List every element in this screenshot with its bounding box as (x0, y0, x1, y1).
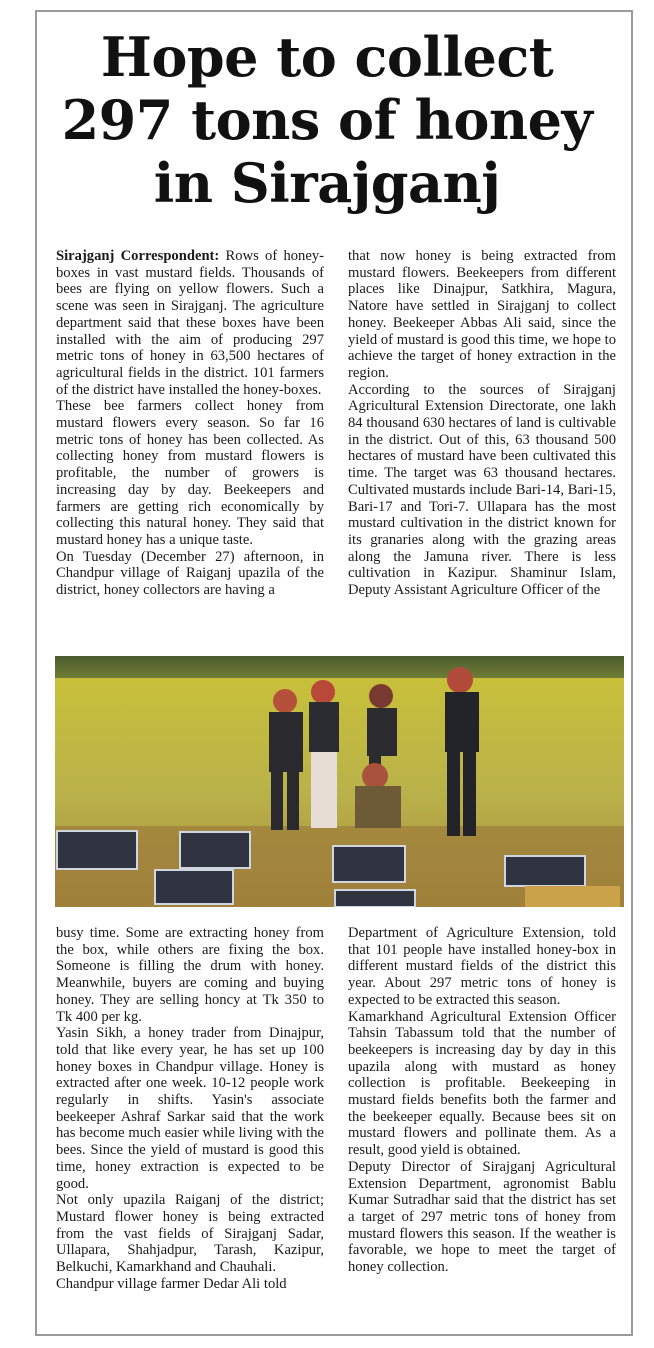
column-1-bottom (56, 925, 324, 1330)
byline: Sirajganj Correspondent: (56, 248, 220, 264)
column-2-bottom (348, 925, 616, 1330)
paragraph (56, 248, 324, 398)
paragraph: that now honey is being extracted from mustard flowers. Beekeepers from different places like Dinajpur, Satkhira, Magura, Natore have settled in Sirajganj to collect honey. Beekeeper Abbas Ali said, since the yield of mustard is good this time, we hope to achieve the target of honey extraction in the region. (348, 248, 616, 381)
headline-line-3: in Sirajganj (153, 151, 501, 215)
column-1-top (56, 248, 324, 643)
headline-line-2: 297 tons of honey (61, 88, 593, 152)
paragraph: Deputy Director of Sirajganj Agricultural Extension Department, agronomist Bablu Kumar Sutradhar said that the district has set a target of 297 metric tons of honey from mustard flowers this season. If the weather is favorable, we hope to meet the target of honey collection. (348, 1158, 616, 1276)
paragraph: According to the sources of Sirajganj Agricultural Extension Directorate, one lakh 84 thousand 630 hectares of land is cultivable in the district. Out of this, 63 thousand 500 hectares of mustard have been cultivated this time. The target was 63 thousand hectares. Cultivated mustards include Bari-14, Bari-15, Bari-17 and Tori-7. Ullapara has the most mustard cultivation in the district known for its granaries along with the grazing areas along the Jamuna river. There is less cultivation in Kazipur. Shaminur Islam, Deputy Assistant Agriculture Officer of the (348, 381, 616, 599)
article-photo (55, 656, 624, 907)
paragraph: Not only upazila Raiganj of the district; Mustard flower honey is being extracted from the vast fields of Sirajganj Sadar, Ullapara, Shahjadpur, Tarash, Kazipur, Belkuchi, Kamarkhand and Chauhali. (56, 1192, 324, 1276)
headline (0, 26, 654, 215)
column-2-top (348, 248, 616, 643)
beekeepers-field-photo (55, 656, 624, 907)
headline-line-1: Hope to collect (100, 25, 554, 89)
paragraph: Yasin Sikh, a honey trader from Dinajpur, told that like every year, he has set up 100 honey boxes in Chandpur village. Honey is extracted after one week. 10-12 people work regularly in shifts. Yasin's associate beekeeper Ashraf Sarkar said that the work has become much easier while living with the bees. Since the yield of mustard is good this time, honey extraction is expected to be good. (56, 1025, 324, 1192)
paragraph-text: Rows of honey-boxes in vast mustard fields. Thousands of bees are flying on yellow flowers. Such a scene was seen in Sirajganj. The agriculture department said that these boxes have been installed with the aim of producing 297 metric tons of honey in 63,500 hectares of agricultural fields in the district. 101 farmers of the district have installed the honey-boxes. (56, 248, 324, 398)
paragraph: busy time. Some are extracting honey from the box, while others are fixing the box. Someone is filling the drum with honey. Meanwhile, buyers are coming and buying honey. They are selling honcy at Tk 350 to Tk 400 per kg. (56, 925, 324, 1025)
paragraph: On Tuesday (December 27) afternoon, in Chandpur village of Raiganj upazila of the district, honey collectors are having a (56, 548, 324, 599)
paragraph: Kamarkhand Agricultural Extension Officer Tahsin Tabassum told that the number of beekeepers is increasing day by day in this upazila along with mustard as honey collection is profitable. Beekeeping in mustard fields benefits both the farmer and the beekeeper equally. Because bees sit on mustard flowers and pollinate them. As a result, good yield is obtained. (348, 1008, 616, 1159)
paragraph: These bee farmers collect honey from mustard flowers every season. So far 16 metric tons of honey has been collected. As collecting honey from mustard flowers is profitable, the number of growers is increasing day by day. Beekeepers and farmers are getting rich economically by collecting this natural honey. They said that mustard honey has a unique taste. (56, 398, 324, 548)
paragraph: Chandpur village farmer Dedar Ali told (56, 1275, 287, 1292)
paragraph: Department of Agriculture Extension, told that 101 people have installed honey-box in different mustard fields of the district this year. About 297 metric tons of honey is expected to be extracted this season. (348, 925, 616, 1008)
